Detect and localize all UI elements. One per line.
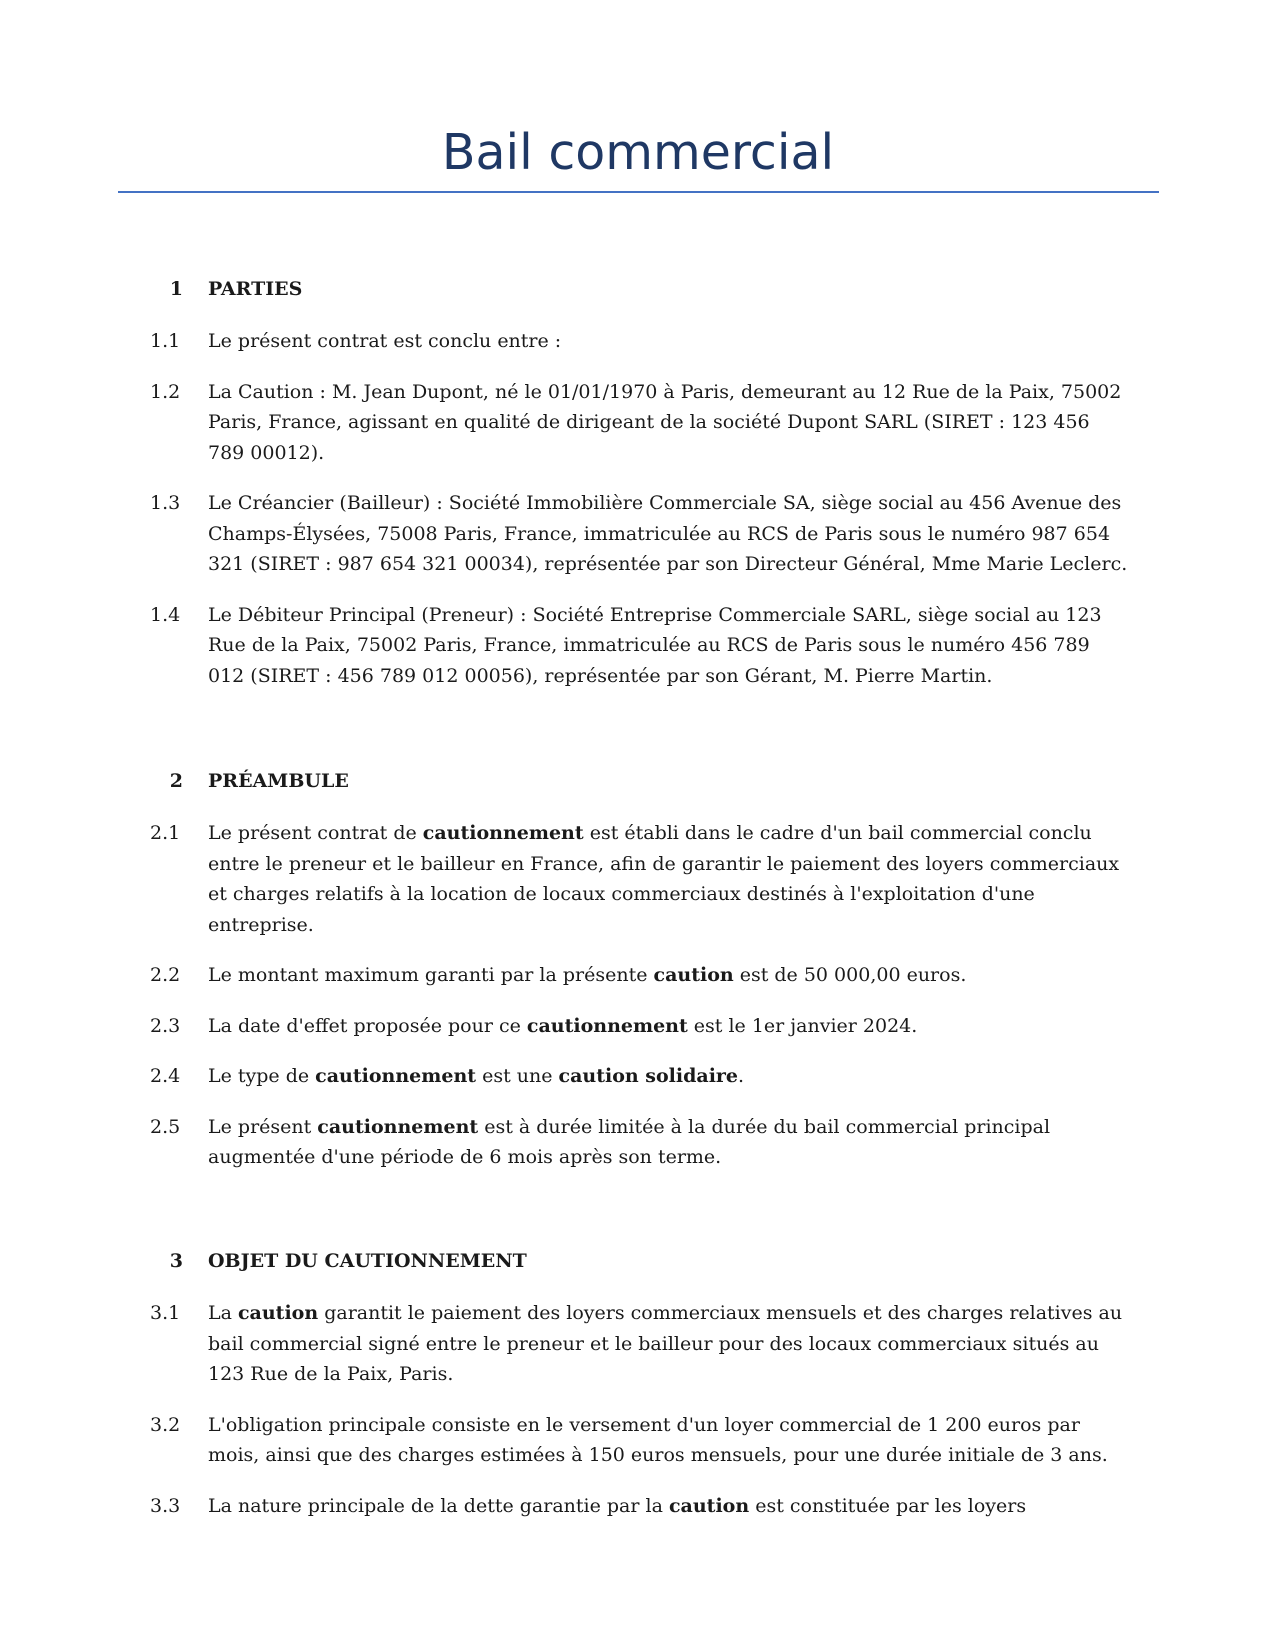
- clause-text: Le présent contrat de cautionnement est établi dans le cadre d'un bail commercial conclu entre le preneur et le bailleur en France, afin de garantir le paiement des loyers commerciaux et charges relatifs à la location de locaux commerciaux destinés à l'exploitation d'une entreprise.: [208, 822, 1120, 936]
- clause-number: 3.3: [150, 1494, 181, 1517]
- clause-text: Le type de cautionnement est une caution solidaire.: [208, 1065, 745, 1087]
- title-divider: [118, 191, 1159, 193]
- section-parties: [0, 274, 1275, 711]
- section-heading: [0, 274, 1275, 326]
- section-heading: [0, 766, 1275, 818]
- clause-number: 2.1: [150, 822, 181, 844]
- section-number: 3: [169, 1250, 183, 1272]
- clause-text: La nature principale de la dette garantie par la caution est constituée par les loyers: [208, 1494, 1027, 1517]
- clause-number: 1.2: [150, 380, 181, 403]
- clause-text: Le présent cautionnement est à durée limitée à la durée du bail commercial principal augmentée d'une période de 6 mois après son terme.: [208, 1115, 1051, 1168]
- clause: [0, 326, 1275, 357]
- clause-number: 1.3: [150, 492, 181, 514]
- clause-text: Le Débiteur Principal (Preneur) : Société Entreprise Commerciale SARL, siège social au 123 Rue de la Paix, 75002 Paris, France, immatriculée au RCS de Paris sous le numéro 456 789 012 (SIRET : 456 789 012 00056), représentée par son Gérant, M. Pierre Martin.: [208, 603, 1102, 687]
- bold-term: cautionnement: [526, 1014, 688, 1037]
- clause-number: 2.3: [150, 1014, 181, 1037]
- section-title: OBJET DU CAUTIONNEMENT: [208, 1250, 527, 1272]
- clause: [0, 1112, 1275, 1173]
- bold-term: cautionnement: [317, 1115, 479, 1138]
- clause-number: 1.4: [150, 603, 181, 626]
- section-objet: [0, 1246, 1275, 1541]
- clause: [0, 1061, 1275, 1092]
- clause-number: 3.1: [150, 1302, 181, 1324]
- clause: [0, 600, 1275, 692]
- section-title: PARTIES: [208, 278, 303, 300]
- clause: [0, 818, 1275, 940]
- bold-term: caution: [653, 964, 734, 986]
- clause-text: Le montant maximum garanti par la présente caution est de 50 000,00 euros.: [208, 964, 967, 986]
- clause-number: 2.5: [150, 1115, 181, 1138]
- clause-text: La Caution : M. Jean Dupont, né le 01/01/1970 à Paris, demeurant au 12 Rue de la Paix, 75002 Paris, France, agissant en qualité de dirigeant de la société Dupont SARL (SIRET : 123 456 789 00012).: [208, 380, 1122, 464]
- bold-term: cautionnement: [315, 1065, 477, 1087]
- bold-term: caution: [237, 1302, 319, 1324]
- clause-number: 3.2: [150, 1413, 181, 1436]
- bold-term: caution solidaire: [558, 1065, 739, 1087]
- section-heading: [0, 1246, 1275, 1298]
- section-number: 1: [169, 278, 183, 300]
- clause: [0, 1298, 1275, 1390]
- clause-text: Le présent contrat est conclu entre :: [208, 330, 562, 352]
- clause-number: 2.2: [150, 964, 181, 986]
- clause: [0, 960, 1275, 991]
- bold-term: cautionnement: [422, 822, 584, 844]
- section-preambule: [0, 766, 1275, 1193]
- bold-term: caution: [668, 1494, 750, 1517]
- clause-text: La caution garantit le paiement des loyers commerciaux mensuels et des charges relatives au bail commercial signé entre le preneur et le bailleur pour des locaux commerciaux situés au 123 Rue de la Paix, Paris.: [208, 1302, 1123, 1385]
- clause-text: Le Créancier (Bailleur) : Société Immobilière Commerciale SA, siège social au 456 Avenue des Champs-Élysées, 75008 Paris, France, immatriculée au RCS de Paris sous le numéro 987 654 321 (SIRET : 987 654 321 00034), représentée par son Directeur Général, Mme Marie Leclerc.: [208, 492, 1128, 575]
- page-title: Bail commercial: [441, 124, 835, 181]
- clause-text: L'obligation principale consiste en le versement d'un loyer commercial de 1 200 euros par mois, ainsi que des charges estimées à 150 euros mensuels, pour une durée initiale de 3 ans.: [208, 1413, 1108, 1466]
- clause: [0, 1011, 1275, 1042]
- section-number: 2: [169, 770, 183, 792]
- clause: [0, 377, 1275, 469]
- clause: [0, 488, 1275, 580]
- clause-number: 1.1: [150, 330, 181, 352]
- clause-text: La date d'effet proposée pour ce cautionnement est le 1er janvier 2024.: [208, 1014, 918, 1037]
- clause: [0, 1491, 1275, 1522]
- clause: [0, 1410, 1275, 1471]
- clause-number: 2.4: [150, 1065, 181, 1087]
- section-title: PRÉAMBULE: [208, 770, 349, 792]
